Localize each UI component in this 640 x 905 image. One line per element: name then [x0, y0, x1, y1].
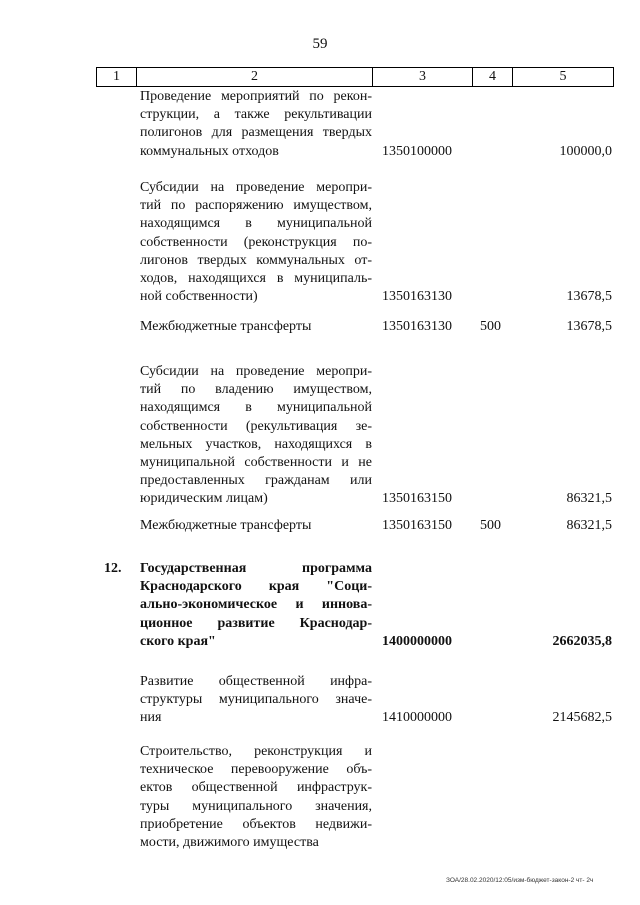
- row-description: [140, 517, 372, 535]
- target-article-code: 1350163130: [382, 289, 452, 305]
- row-description: [140, 560, 372, 651]
- item-number: 12.: [104, 561, 122, 576]
- description-line: тий по распоряжению имуществом,: [140, 198, 372, 214]
- amount-value: 86321,5: [566, 518, 612, 533]
- description-line: ной собственности): [140, 289, 258, 305]
- row-description: [140, 363, 372, 509]
- description-line: Строительство, реконструкция и: [140, 744, 372, 759]
- description-line: Проведение мероприятий по рекон-: [140, 89, 372, 104]
- row-description: [140, 88, 372, 161]
- description-line: ально-экономическое и иннова-: [140, 597, 372, 613]
- description-line: находящимся в муниципальной: [140, 400, 372, 416]
- header-col-4: 4: [473, 68, 513, 86]
- description-line: структуры муниципального значе-: [140, 692, 372, 708]
- description-line: мельных участков, находящихся в: [140, 436, 372, 452]
- page-number: 59: [312, 36, 328, 52]
- description-line: ционное развитие Краснодар-: [140, 615, 372, 631]
- row-description: [140, 743, 372, 852]
- row-description: [140, 318, 372, 336]
- amount-value: 13678,5: [566, 289, 612, 305]
- description-line: муниципальной собственности и не: [140, 455, 372, 471]
- description-line: Краснодарского края "Соци-: [140, 579, 372, 595]
- header-col-1: 1: [97, 68, 137, 86]
- expense-type-code: 500: [480, 518, 501, 533]
- description-line: туры муниципального значения,: [140, 798, 372, 814]
- amount-value: 13678,5: [566, 319, 612, 334]
- description-line: лигонов твердых коммунальных от-: [140, 252, 372, 268]
- header-col-5: 5: [559, 69, 567, 84]
- description-line: техническое перевооружение объ-: [140, 762, 372, 778]
- target-article-code: 1400000000: [382, 633, 452, 649]
- row-description: [140, 179, 372, 306]
- description-line: струкции, а также рекультивации: [140, 107, 372, 123]
- description-line: предоставленных гражданам или: [140, 473, 372, 489]
- description-line: ния: [140, 710, 162, 726]
- description-line: находящимся в муниципальной: [140, 216, 372, 232]
- description-line: тий по владению имуществом,: [140, 382, 372, 398]
- expense-type-code: 500: [480, 319, 501, 334]
- description-line: Субсидии на проведение меропри-: [140, 364, 372, 379]
- amount-value: 86321,5: [566, 491, 612, 507]
- description-line: ходов, находящихся в муниципаль-: [140, 271, 372, 287]
- target-article-code: 1350163150: [382, 491, 452, 507]
- description-line: Развитие общественной инфра-: [140, 674, 372, 689]
- amount-value: 2662035,8: [552, 633, 612, 649]
- header-col-2: 2: [137, 68, 373, 86]
- description-line: собственности (рекультивация зе-: [140, 418, 372, 434]
- description-line: Межбюджетные трансферты: [140, 518, 312, 533]
- row-description: [140, 673, 372, 728]
- target-article-code: 1410000000: [382, 710, 452, 726]
- footer-note: ЗОА/28.02.2020/12:05/изм-бюджет-закон-2 чт- 2ч: [446, 877, 594, 884]
- target-article-code: 1350163150: [382, 518, 452, 533]
- description-line: собственности (реконструкция по-: [140, 234, 372, 250]
- target-article-code: 1350100000: [382, 143, 452, 159]
- description-line: коммунальных отходов: [140, 143, 279, 159]
- description-line: Субсидии на проведение меропри-: [140, 180, 372, 195]
- header-col-3: 3: [373, 68, 473, 86]
- description-line: мости, движимого имущества: [140, 835, 319, 851]
- description-line: приобретение объектов недвижи-: [140, 816, 372, 832]
- description-line: полигонов для размещения твердых: [140, 125, 372, 141]
- table-header-row: [96, 67, 614, 87]
- description-line: Межбюджетные трансферты: [140, 319, 312, 334]
- description-line: ектов общественной инфраструк-: [140, 780, 372, 796]
- description-line: ского края": [140, 633, 216, 649]
- target-article-code: 1350163130: [382, 319, 452, 334]
- description-line: юридическим лицам): [140, 491, 268, 507]
- amount-value: 100000,0: [559, 143, 612, 159]
- description-line: Государственная программа: [140, 561, 372, 576]
- amount-value: 2145682,5: [552, 710, 612, 726]
